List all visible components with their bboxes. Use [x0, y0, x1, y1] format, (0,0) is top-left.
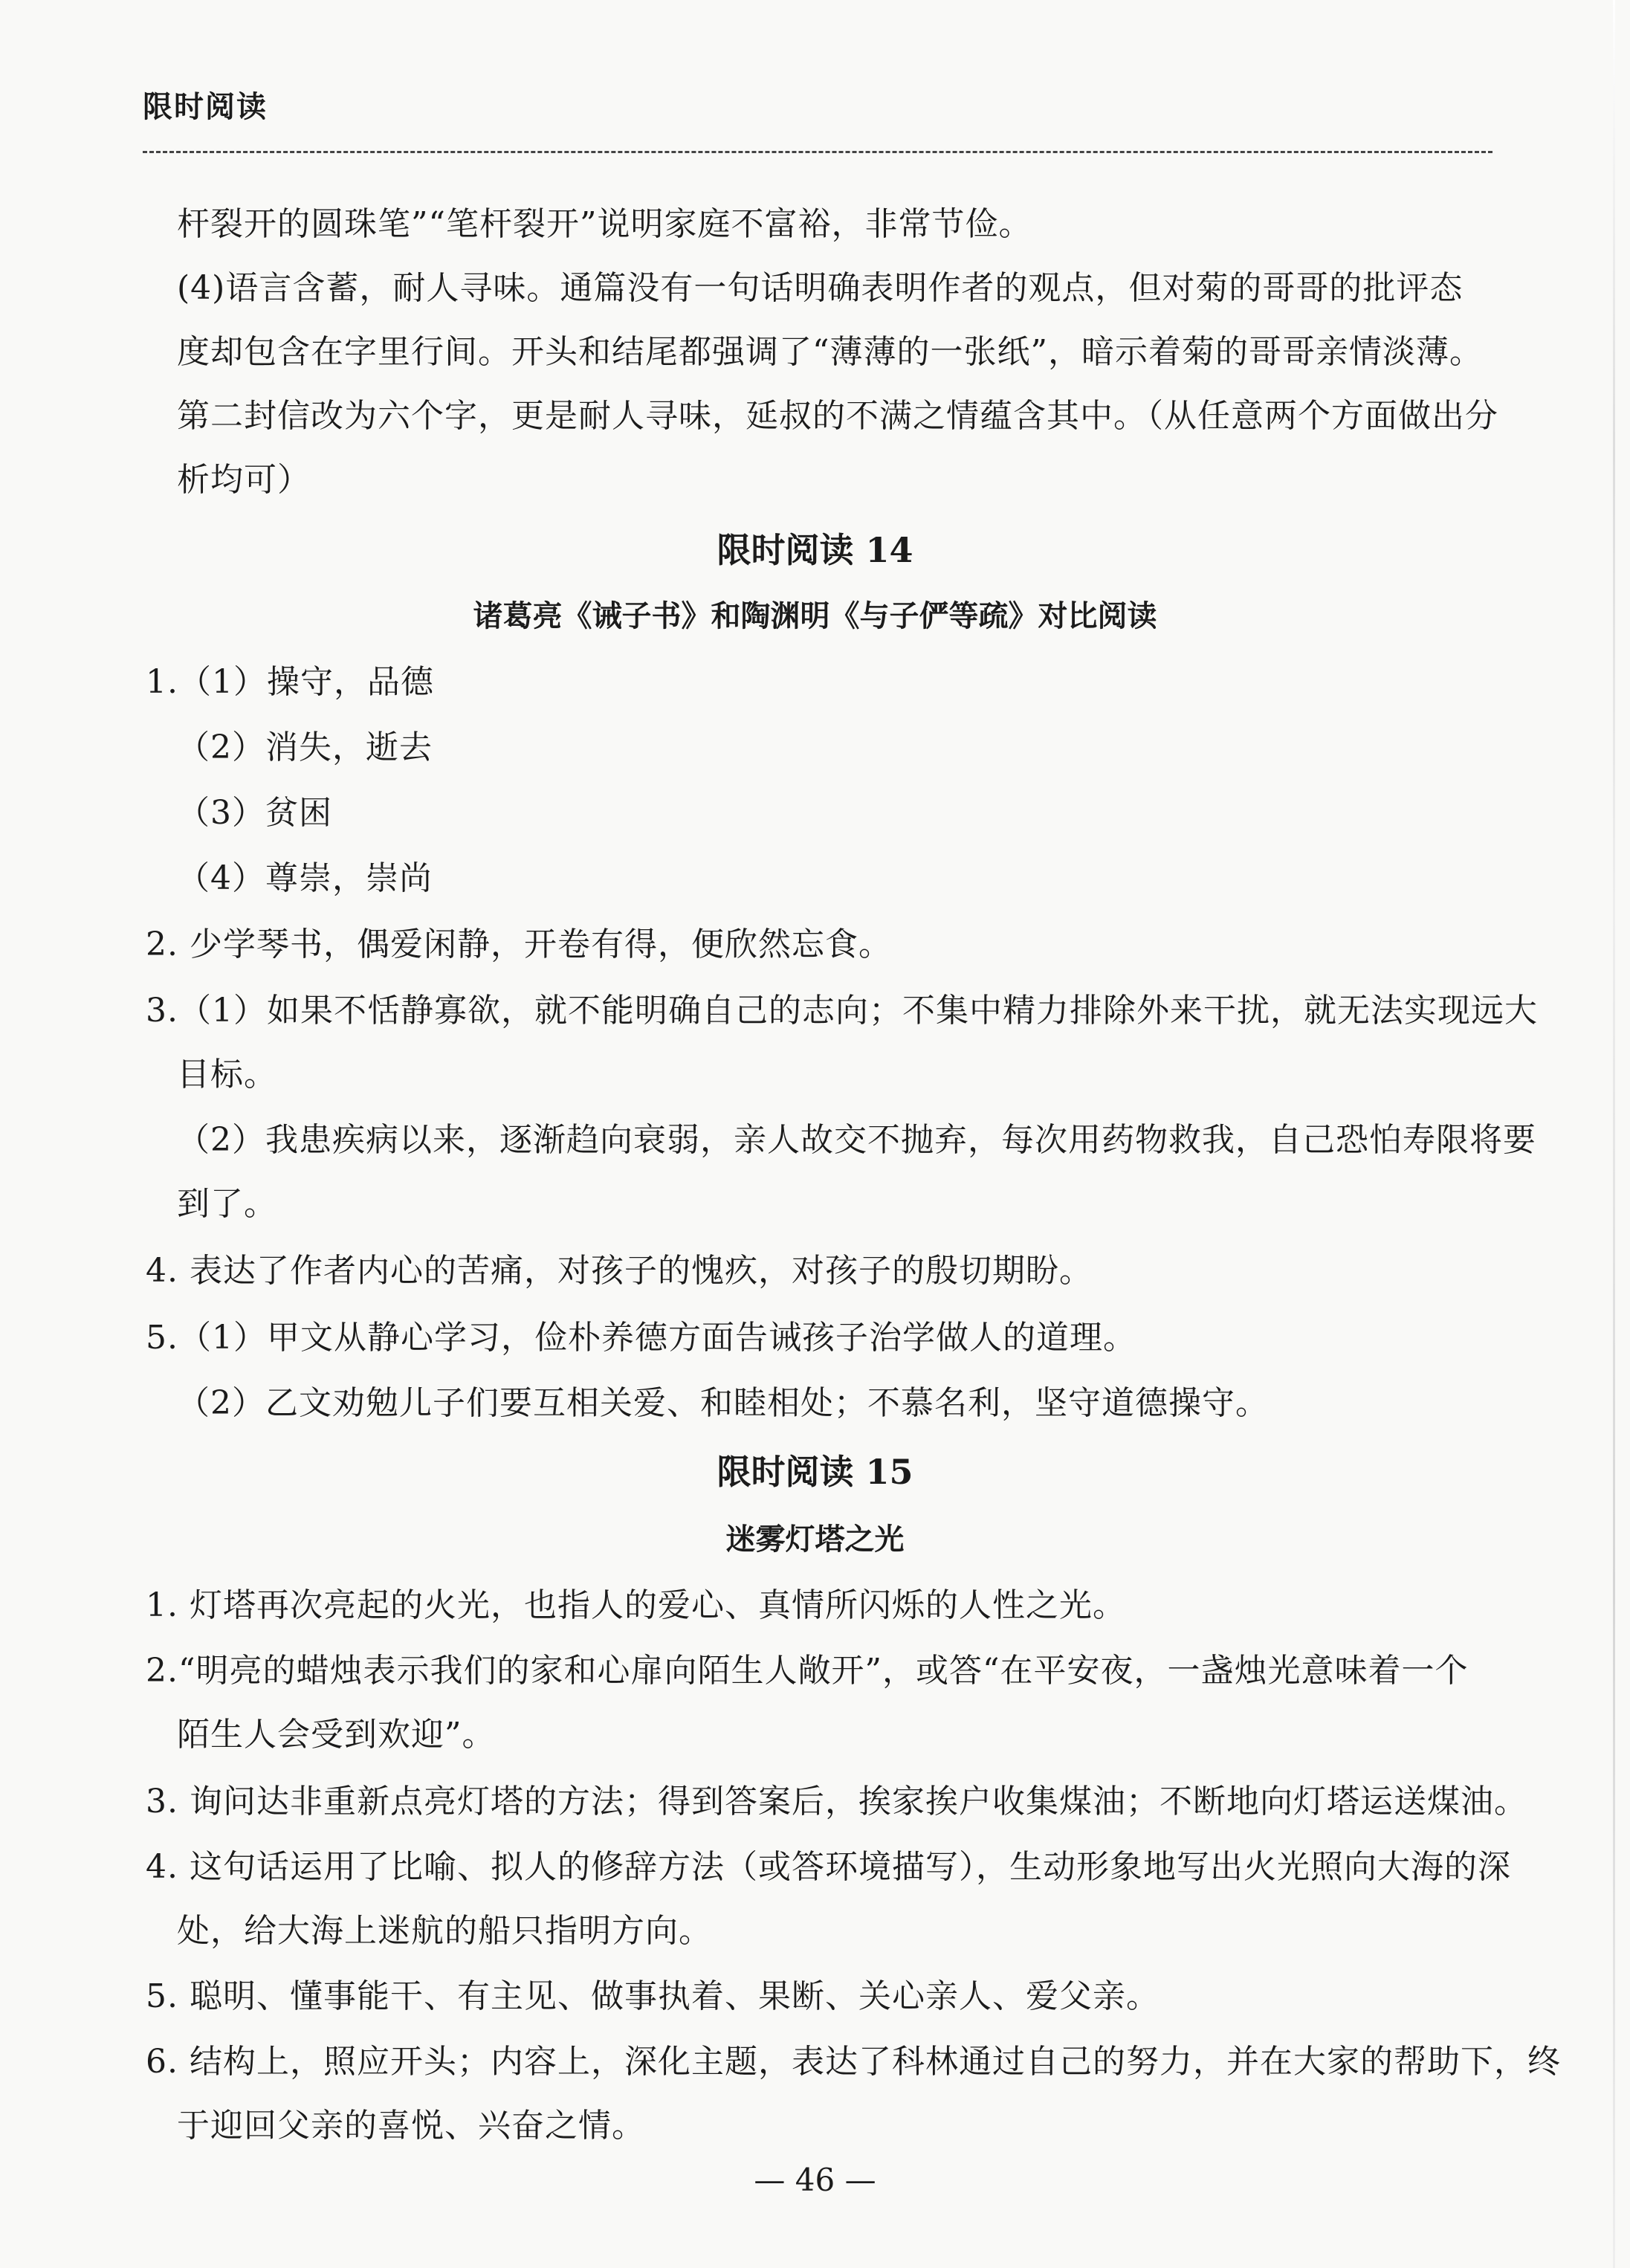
answer-line: （2）乙文劝勉儿子们要互相关爱、和睦相处；不慕名利，坚守道德操守。 — [177, 1384, 1269, 1422]
page-number: — 46 — — [754, 2162, 876, 2198]
section-subtitle: 诸葛亮《诫子书》和陶渊明《与子俨等疏》对比阅读 — [473, 599, 1157, 633]
answer-line: 目标。 — [177, 1056, 277, 1093]
section-subtitle: 迷雾灯塔之光 — [725, 1522, 905, 1557]
text-line: 杆裂开的圆珠笔”“笔杆裂开”说明家庭不富裕，非常节俭。 — [177, 205, 1032, 243]
running-header: 限时阅读 — [143, 90, 268, 124]
answer-line: 3. 询问达非重新点亮灯塔的方法；得到答案后，挨家挨户收集煤油；不断地向灯塔运送煤油。 — [146, 1783, 1527, 1820]
answer-line: 4. 这句话运用了比喻、拟人的修辞方法（或答环境描写），生动形象地写出火光照向大海的深 — [146, 1848, 1511, 1886]
answer-line: 2. 少学琴书，偶爱闲静，开卷有得，便欣然忘食。 — [146, 925, 892, 963]
answer-line: （4）尊崇，崇尚 — [177, 859, 433, 897]
text-line: 度却包含在字里行间。开头和结尾都强调了“薄薄的一张纸”，暗示着菊的哥哥亲情淡薄。 — [177, 333, 1483, 371]
answer-line: 3.（1）如果不恬静寡欲，就不能明确自己的志向；不集中精力排除外来干扰，就无法实现远大 — [146, 992, 1538, 1030]
text-line: 析均可） — [177, 461, 311, 499]
section-title: 限时阅读 14 — [717, 530, 913, 570]
answer-line: 5.（1）甲文从静心学习，俭朴养德方面告诫孩子治学做人的道理。 — [146, 1319, 1136, 1357]
answer-line: 陌生人会受到欢迎”。 — [177, 1716, 496, 1754]
answer-line: 到了。 — [177, 1185, 277, 1223]
header-divider — [143, 151, 1492, 153]
answer-line: 处，给大海上迷航的船只指明方向。 — [177, 1912, 712, 1950]
answer-line: 5. 聪明、懂事能干、有主见、做事执着、果断、关心亲人、爱父亲。 — [146, 1977, 1160, 2015]
answer-line: （2）消失，逝去 — [177, 728, 433, 766]
answer-line: 1. 灯塔再次亮起的火光，也指人的爱心、真情所闪烁的人性之光。 — [146, 1586, 1126, 1624]
page-edge-shadow — [1613, 0, 1615, 2268]
text-line: 第二封信改为六个字，更是耐人寻味，延叔的不满之情蕴含其中。（从任意两个方面做出分 — [177, 397, 1498, 435]
answer-line: 1.（1）操守，品德 — [146, 663, 434, 701]
answer-line: 4. 表达了作者内心的苦痛，对孩子的愧疚，对孩子的殷切期盼。 — [146, 1252, 1093, 1290]
text-line: (4)语言含蓄，耐人寻味。通篇没有一句话明确表明作者的观点，但对菊的哥哥的批评态 — [177, 269, 1464, 307]
answer-line: （3）贫困 — [177, 794, 332, 832]
answer-line: 于迎回父亲的喜悦、兴奋之情。 — [177, 2107, 645, 2145]
answer-line: （2）我患疾病以来，逐渐趋向衰弱，亲人故交不抛弃，每次用药物救我，自己恐怕寿限将要 — [177, 1121, 1536, 1159]
answer-line: 2.“明亮的蜡烛表示我们的家和心扉向陌生人敞开”，或答“在平安夜，一盏烛光意味着一个 — [146, 1652, 1469, 1690]
section-title: 限时阅读 15 — [717, 1452, 913, 1492]
answer-line: 6. 结构上，照应开头；内容上，深化主题，表达了科林通过自己的努力，并在大家的帮助下，终 — [146, 2043, 1561, 2081]
